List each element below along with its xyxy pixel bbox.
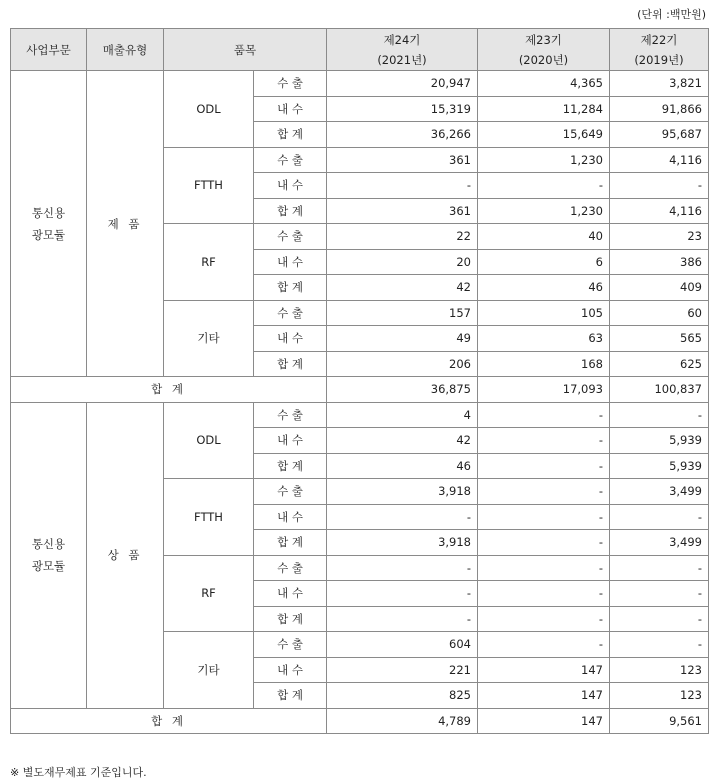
sales-kind-cell: 수 출 bbox=[254, 555, 327, 581]
value-cell: - bbox=[610, 581, 709, 607]
product-name-cell: FTTH bbox=[164, 479, 254, 556]
value-cell: - bbox=[478, 581, 610, 607]
value-cell: 409 bbox=[610, 275, 709, 301]
segment-name-line2: 광모듈 bbox=[31, 559, 66, 573]
product-name-cell: ODL bbox=[164, 71, 254, 148]
value-cell: - bbox=[327, 581, 478, 607]
header-period-22-name: 제22기 bbox=[640, 32, 678, 47]
header-period-23 bbox=[478, 29, 610, 71]
value-cell: 168 bbox=[478, 351, 610, 377]
value-cell: 123 bbox=[610, 657, 709, 683]
value-cell: 4,365 bbox=[478, 71, 610, 97]
value-cell: 1,230 bbox=[478, 147, 610, 173]
value-cell: 42 bbox=[327, 428, 478, 454]
header-period-23-year: (2020년) bbox=[518, 52, 569, 67]
value-cell: 4,116 bbox=[610, 147, 709, 173]
value-cell: 157 bbox=[327, 300, 478, 326]
header-period-24-name: 제24기 bbox=[383, 32, 421, 47]
sales-kind-cell: 수 출 bbox=[254, 224, 327, 250]
total-row bbox=[11, 377, 709, 403]
table-row bbox=[11, 71, 709, 97]
value-cell: 206 bbox=[327, 351, 478, 377]
unit-label: (단위 :백만원) bbox=[637, 8, 706, 21]
value-cell: 123 bbox=[610, 683, 709, 709]
value-cell: - bbox=[327, 606, 478, 632]
value-cell: 11,284 bbox=[478, 96, 610, 122]
value-cell: 4 bbox=[327, 402, 478, 428]
total-value-cell: 100,837 bbox=[610, 377, 709, 403]
value-cell: 386 bbox=[610, 249, 709, 275]
total-label-cell: 합 계 bbox=[11, 377, 327, 403]
header-segment: 사업부문 bbox=[11, 29, 87, 71]
value-cell: 604 bbox=[327, 632, 478, 658]
table-body bbox=[11, 71, 709, 734]
value-cell: - bbox=[327, 504, 478, 530]
sales-kind-cell: 내 수 bbox=[254, 581, 327, 607]
footnote: ※ 별도재무제표 기준입니다. bbox=[10, 766, 147, 779]
value-cell: - bbox=[478, 555, 610, 581]
product-name-cell: RF bbox=[164, 224, 254, 301]
value-cell: 3,499 bbox=[610, 530, 709, 556]
value-cell: - bbox=[610, 504, 709, 530]
sales-kind-cell: 내 수 bbox=[254, 173, 327, 199]
value-cell: - bbox=[610, 632, 709, 658]
value-cell: 4,116 bbox=[610, 198, 709, 224]
header-sales-type: 매출유형 bbox=[87, 29, 164, 71]
value-cell: 23 bbox=[610, 224, 709, 250]
total-value-cell: 9,561 bbox=[610, 708, 709, 734]
sales-kind-cell: 합 계 bbox=[254, 351, 327, 377]
value-cell: 46 bbox=[478, 275, 610, 301]
sales-kind-cell: 수 출 bbox=[254, 479, 327, 505]
header-item: 품목 bbox=[164, 29, 327, 71]
product-name-cell: 기타 bbox=[164, 300, 254, 377]
value-cell: 46 bbox=[327, 453, 478, 479]
value-cell: 36,266 bbox=[327, 122, 478, 148]
segment-name-line1: 통신용 bbox=[31, 205, 66, 220]
total-value-cell: 17,093 bbox=[478, 377, 610, 403]
value-cell: 3,918 bbox=[327, 530, 478, 556]
header-period-24 bbox=[327, 29, 478, 71]
value-cell: 6 bbox=[478, 249, 610, 275]
total-value-cell: 36,875 bbox=[327, 377, 478, 403]
sales-type-cell: 상 품 bbox=[87, 402, 164, 708]
header-period-22-year: (2019년) bbox=[634, 52, 684, 67]
total-value-cell: 4,789 bbox=[327, 708, 478, 734]
value-cell: - bbox=[478, 402, 610, 428]
value-cell: - bbox=[478, 504, 610, 530]
header-period-24-year: (2021년) bbox=[377, 52, 427, 67]
value-cell: 1,230 bbox=[478, 198, 610, 224]
value-cell: 3,499 bbox=[610, 479, 709, 505]
value-cell: 147 bbox=[478, 683, 610, 709]
value-cell: 22 bbox=[327, 224, 478, 250]
value-cell: 361 bbox=[327, 198, 478, 224]
sales-kind-cell: 합 계 bbox=[254, 530, 327, 556]
value-cell: 3,918 bbox=[327, 479, 478, 505]
segment-name-line1: 통신용 bbox=[31, 537, 66, 551]
value-cell: 5,939 bbox=[610, 453, 709, 479]
total-row bbox=[11, 708, 709, 734]
value-cell: - bbox=[478, 173, 610, 199]
value-cell: - bbox=[478, 530, 610, 556]
sales-kind-cell: 합 계 bbox=[254, 122, 327, 148]
value-cell: 20 bbox=[327, 249, 478, 275]
sales-kind-cell: 합 계 bbox=[254, 683, 327, 709]
value-cell: - bbox=[327, 555, 478, 581]
sales-kind-cell: 내 수 bbox=[254, 96, 327, 122]
sales-kind-cell: 내 수 bbox=[254, 326, 327, 352]
value-cell: 361 bbox=[327, 147, 478, 173]
sales-kind-cell: 내 수 bbox=[254, 657, 327, 683]
value-cell: - bbox=[478, 632, 610, 658]
product-name-cell: RF bbox=[164, 555, 254, 632]
header-period-22 bbox=[610, 29, 709, 71]
total-label-cell: 합 계 bbox=[11, 708, 327, 734]
header-period-23-name: 제23기 bbox=[525, 32, 562, 47]
value-cell: 625 bbox=[610, 351, 709, 377]
value-cell: 95,687 bbox=[610, 122, 709, 148]
sales-kind-cell: 합 계 bbox=[254, 453, 327, 479]
value-cell: 825 bbox=[327, 683, 478, 709]
total-value-cell: 147 bbox=[478, 708, 610, 734]
sales-kind-cell: 수 출 bbox=[254, 147, 327, 173]
value-cell: - bbox=[478, 479, 610, 505]
segment-cell bbox=[11, 71, 87, 377]
segment-cell bbox=[11, 402, 87, 708]
product-name-cell: ODL bbox=[164, 402, 254, 479]
value-cell: 565 bbox=[610, 326, 709, 352]
segment-name-line2: 광모듈 bbox=[31, 227, 66, 242]
value-cell: - bbox=[610, 606, 709, 632]
value-cell: 60 bbox=[610, 300, 709, 326]
value-cell: 40 bbox=[478, 224, 610, 250]
value-cell: - bbox=[478, 428, 610, 454]
value-cell: 15,319 bbox=[327, 96, 478, 122]
sales-kind-cell: 수 출 bbox=[254, 632, 327, 658]
sales-kind-cell: 내 수 bbox=[254, 504, 327, 530]
value-cell: 20,947 bbox=[327, 71, 478, 97]
sales-kind-cell: 합 계 bbox=[254, 275, 327, 301]
value-cell: 5,939 bbox=[610, 428, 709, 454]
value-cell: 42 bbox=[327, 275, 478, 301]
sales-kind-cell: 합 계 bbox=[254, 606, 327, 632]
sales-kind-cell: 합 계 bbox=[254, 198, 327, 224]
value-cell: 63 bbox=[478, 326, 610, 352]
table-header bbox=[11, 29, 709, 71]
value-cell: - bbox=[327, 173, 478, 199]
header-row bbox=[11, 29, 709, 71]
value-cell: 49 bbox=[327, 326, 478, 352]
value-cell: 221 bbox=[327, 657, 478, 683]
product-name-cell: 기타 bbox=[164, 632, 254, 709]
value-cell: - bbox=[610, 402, 709, 428]
sales-kind-cell: 수 출 bbox=[254, 300, 327, 326]
sales-kind-cell: 내 수 bbox=[254, 249, 327, 275]
table-row bbox=[11, 402, 709, 428]
value-cell: - bbox=[478, 453, 610, 479]
sales-kind-cell: 수 출 bbox=[254, 402, 327, 428]
sales-type-cell: 제 품 bbox=[87, 71, 164, 377]
value-cell: - bbox=[610, 173, 709, 199]
product-name-cell: FTTH bbox=[164, 147, 254, 224]
value-cell: 147 bbox=[478, 657, 610, 683]
value-cell: 91,866 bbox=[610, 96, 709, 122]
value-cell: 15,649 bbox=[478, 122, 610, 148]
value-cell: 3,821 bbox=[610, 71, 709, 97]
sales-table bbox=[10, 28, 709, 734]
sales-kind-cell: 내 수 bbox=[254, 428, 327, 454]
value-cell: - bbox=[610, 555, 709, 581]
sales-kind-cell: 수 출 bbox=[254, 71, 327, 97]
value-cell: 105 bbox=[478, 300, 610, 326]
value-cell: - bbox=[478, 606, 610, 632]
